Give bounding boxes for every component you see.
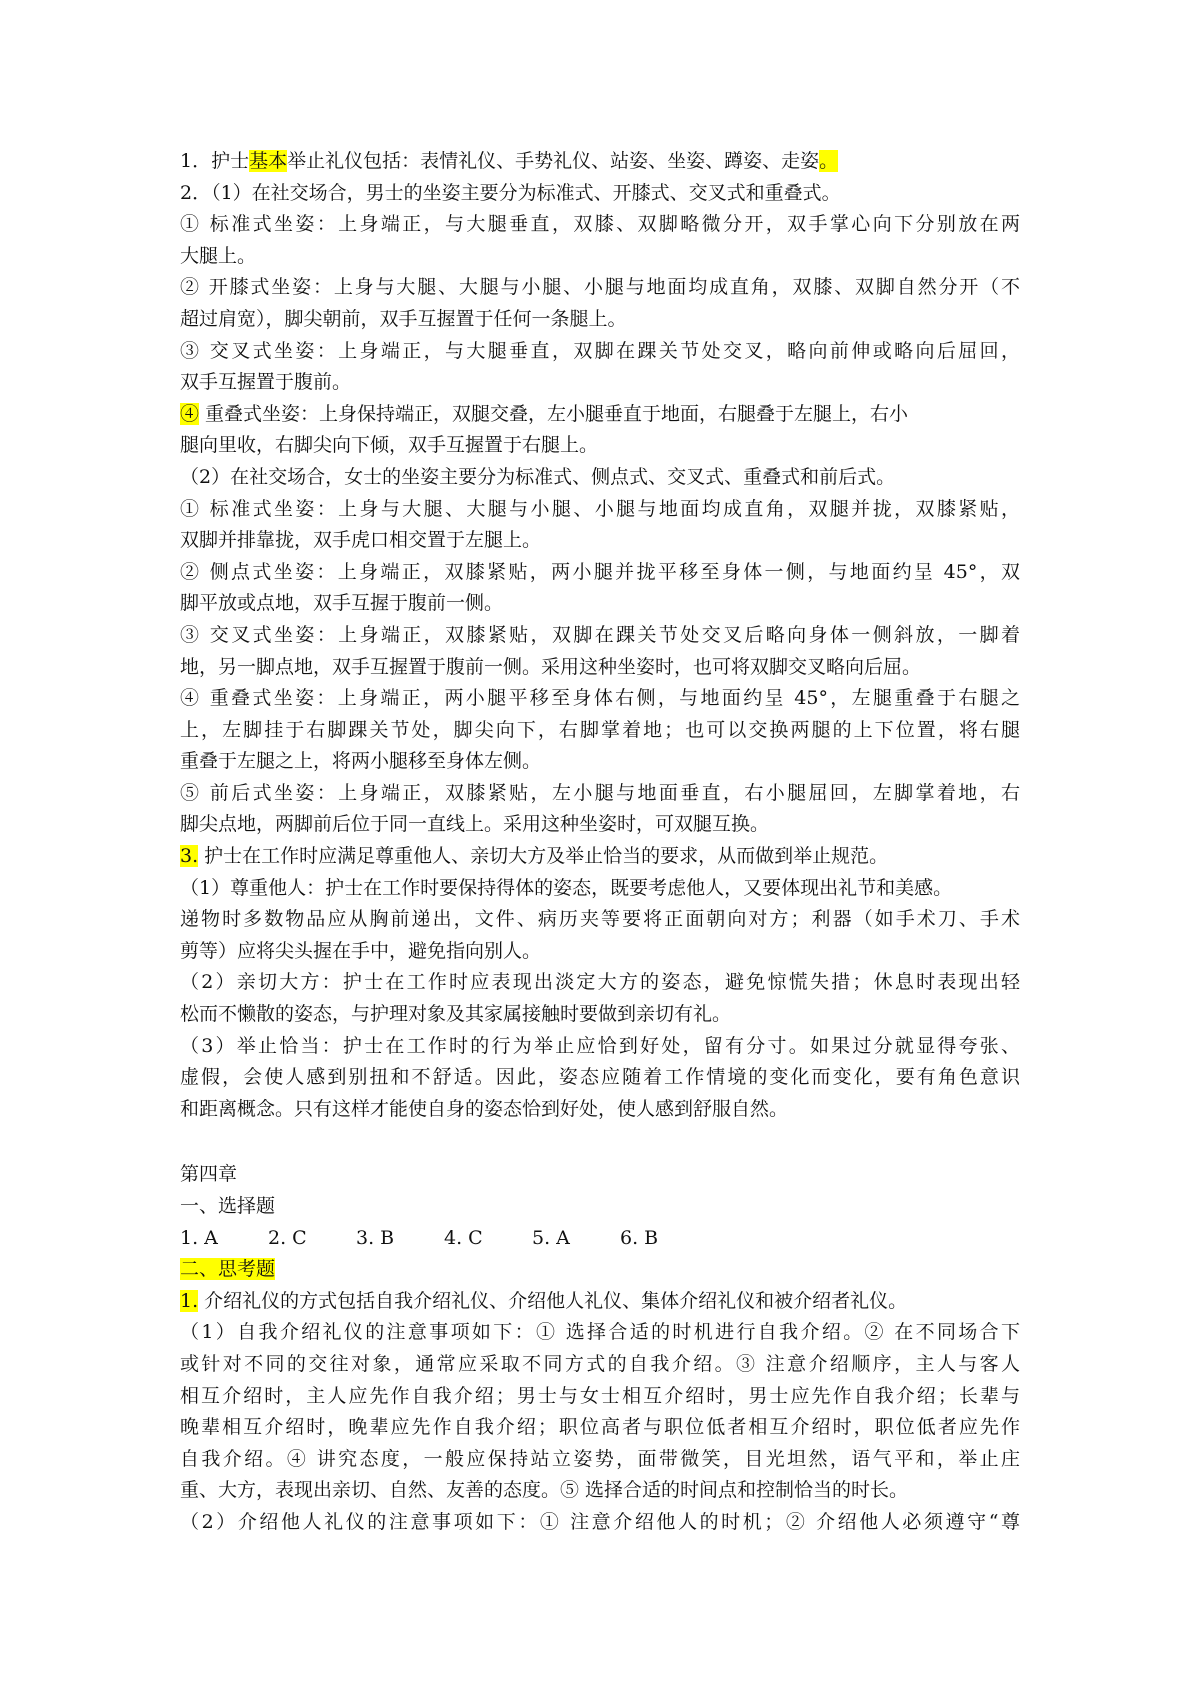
answer-item: 3. B — [356, 1226, 395, 1249]
document-page — [180, 146, 1020, 1539]
highlight-basic: 基本 — [249, 150, 288, 172]
item-2-intro: 2．（1）在社交场合，男士的坐姿主要分为标准式、开膝式、交叉式和重叠式。 — [180, 181, 841, 204]
highlight-circled-four: ④ — [180, 402, 200, 425]
female-side-point-line-1: ② 侧点式坐姿：上身端正，双膝紧贴，两小腿并拢平移至身体一侧，与地面约呈 45°，双 — [180, 560, 1020, 583]
item-3-proper-line-3: 和距离概念。只有这样才能使自身的姿态恰到好处，使人感到舒服自然。 — [180, 1097, 789, 1120]
item-3 — [180, 841, 1020, 873]
item-3-text: 护士在工作时应满足尊重他人、亲切大方及举止恰当的要求，从而做到举止规范。 — [198, 845, 889, 868]
female-overlap-line-3: 重叠于左腿之上，将两小腿移至身体左侧。 — [180, 750, 542, 773]
male-overlap-text: 重叠式坐姿：上身保持端正，双腿交叠，左小腿垂直于地面，右腿叠于左腿上，右小 — [199, 402, 909, 425]
male-open-knee-line-1: ② 开膝式坐姿：上身与大腿、大腿与小腿、小腿与地面均成直角，双膝、双脚自然分开（不 — [180, 276, 1020, 299]
item-3-friendly-line-2: 松而不懒散的姿态，与护理对象及其家属接触时要做到亲切有礼。 — [180, 1003, 732, 1026]
item-1-prefix: 1．护士 — [180, 150, 250, 172]
item-3-respect-line-3: 剪等）应将尖头握在手中，避免指向别人。 — [180, 939, 542, 962]
male-open-knee-line-2: 超过肩宽），脚尖朝前，双手互握置于任何一条腿上。 — [180, 307, 627, 330]
self-intro-line-6: 重、大方，表现出亲切、自然、友善的态度。⑤ 选择合适的时间点和控制恰当的时长。 — [180, 1479, 909, 1502]
female-cross-line-1: ③ 交叉式坐姿：上身端正，双膝紧贴，双脚在踝关节处交叉后略向身体一侧斜放，一脚着 — [180, 623, 1020, 646]
male-cross-line-1: ③ 交叉式坐姿：上身端正，与大腿垂直，双脚在踝关节处交叉，略向前伸或略向后屈回， — [180, 339, 1020, 362]
question-1-text: 介绍礼仪的方式包括自我介绍礼仪、介绍他人礼仪、集体介绍礼仪和被介绍者礼仪。 — [198, 1289, 908, 1312]
female-front-back-line-1: ⑤ 前后式坐姿：上身端正，双膝紧贴，左小腿与地面垂直，右小腿屈回，左脚掌着地，右 — [180, 781, 1020, 804]
introduce-others-line-1: （2）介绍他人礼仪的注意事项如下：① 注意介绍他人的时机；② 介绍他人必须遵守“尊 — [180, 1510, 1020, 1533]
male-standard-line-1: ① 标准式坐姿：上身端正，与大腿垂直，双膝、双脚略微分开，双手掌心向下分别放在两 — [180, 213, 1020, 236]
answer-item: 2. C — [268, 1226, 307, 1249]
self-intro-line-5: 自我介绍。④ 讲究态度，一般应保持站立姿势，面带微笑，目光坦然，语气平和，举止庄 — [180, 1447, 1020, 1470]
section-choice-title: 一、选择题 — [180, 1195, 276, 1217]
self-intro-line-3: 相互介绍时，主人应先作自我介绍；男士与女士相互介绍时，男士应先作自我介绍；长辈与 — [180, 1384, 1020, 1407]
male-standard-line-2: 大腿上。 — [180, 244, 257, 267]
female-overlap-line-1: ④ 重叠式坐姿：上身端正，两小腿平移至身体右侧，与地面约呈 45°，左腿重叠于右腿之 — [180, 687, 1020, 710]
male-overlap-line-2: 腿向里收，右脚尖向下倾，双手互握置于右腿上。 — [180, 434, 599, 457]
female-front-back-line-2: 脚尖点地，两脚前后位于同一直线上。采用这种坐姿时，可双腿互换。 — [180, 813, 770, 836]
self-intro-line-4: 晚辈相互介绍时，晚辈应先作自我介绍；职位高者与职位低者相互介绍时，职位低者应先作 — [180, 1416, 1020, 1439]
chapter-title: 第四章 — [180, 1163, 238, 1186]
female-side-point-line-2: 脚平放或点地，双手互握于腹前一侧。 — [180, 592, 504, 615]
self-intro-line-2: 或针对不同的交往对象，通常应采取不同方式的自我介绍。③ 注意介绍顺序，主人与客人 — [180, 1352, 1020, 1375]
male-overlap-line-1 — [180, 399, 1020, 431]
item-1 — [180, 146, 1020, 178]
item-3-proper-line-2: 虚假，会使人感到别扭和不舒适。因此，姿态应随着工作情境的变化而变化，要有角色意识 — [180, 1066, 1020, 1089]
item-3-friendly-line-1: （2）亲切大方：护士在工作时应表现出淡定大方的姿态，避免惊慌失措；休息时表现出轻 — [180, 971, 1020, 994]
self-intro-line-1: （1）自我介绍礼仪的注意事项如下：① 选择合适的时机进行自我介绍。② 在不同场合下 — [180, 1321, 1020, 1344]
section-gap — [180, 1125, 1020, 1159]
female-cross-line-2: 地，另一脚点地，双手互握置于腹前一侧。采用这种坐姿时，也可将双脚交叉略向后屈。 — [180, 655, 922, 678]
male-cross-line-2: 双手互握置于腹前。 — [180, 371, 352, 394]
highlight-item-3-number: 3. — [180, 845, 199, 868]
item-1-body: 举止礼仪包括：表情礼仪、手势礼仪、站姿、坐姿、蹲姿、走姿 — [287, 150, 820, 172]
answer-item: 6. B — [620, 1226, 659, 1249]
female-standard-line-2: 双脚并排靠拢，双手虎口相交置于左腿上。 — [180, 529, 542, 552]
item-3-proper-line-1: （3）举止恰当：护士在工作时的行为举止应恰到好处，留有分寸。如果过分就显得夸张、 — [180, 1034, 1020, 1057]
female-intro: （2）在社交场合，女士的坐姿主要分为标准式、侧点式、交叉式、重叠式和前后式。 — [180, 465, 896, 488]
item-3-respect-line-1: （1）尊重他人：护士在工作时要保持得体的姿态，既要考虑他人，又要体现出礼节和美感。 — [180, 876, 953, 899]
answer-item: 4. C — [444, 1226, 483, 1249]
item-3-respect-line-2: 递物时多数物品应从胸前递出，文件、病历夹等要将正面朝向对方；利器（如手术刀、手术 — [180, 908, 1020, 931]
answer-item: 5. A — [532, 1226, 570, 1249]
female-standard-line-1: ① 标准式坐姿：上身与大腿、大腿与小腿、小腿与地面均成直角，双腿并拢，双膝紧贴， — [180, 497, 1020, 520]
answer-item: 1. A — [180, 1226, 218, 1249]
highlight-question-1-number: 1. — [180, 1289, 199, 1312]
highlight-section-thinking: 二、思考题 — [180, 1258, 276, 1281]
highlight-period: 。 — [819, 150, 839, 172]
section-thinking-title — [180, 1254, 1020, 1286]
question-1 — [180, 1286, 1020, 1318]
answer-list — [180, 1223, 1020, 1255]
female-overlap-line-2: 上，左脚挂于右脚踝关节处，脚尖向下，右脚掌着地；也可以交换两腿的上下位置，将右腿 — [180, 718, 1020, 741]
